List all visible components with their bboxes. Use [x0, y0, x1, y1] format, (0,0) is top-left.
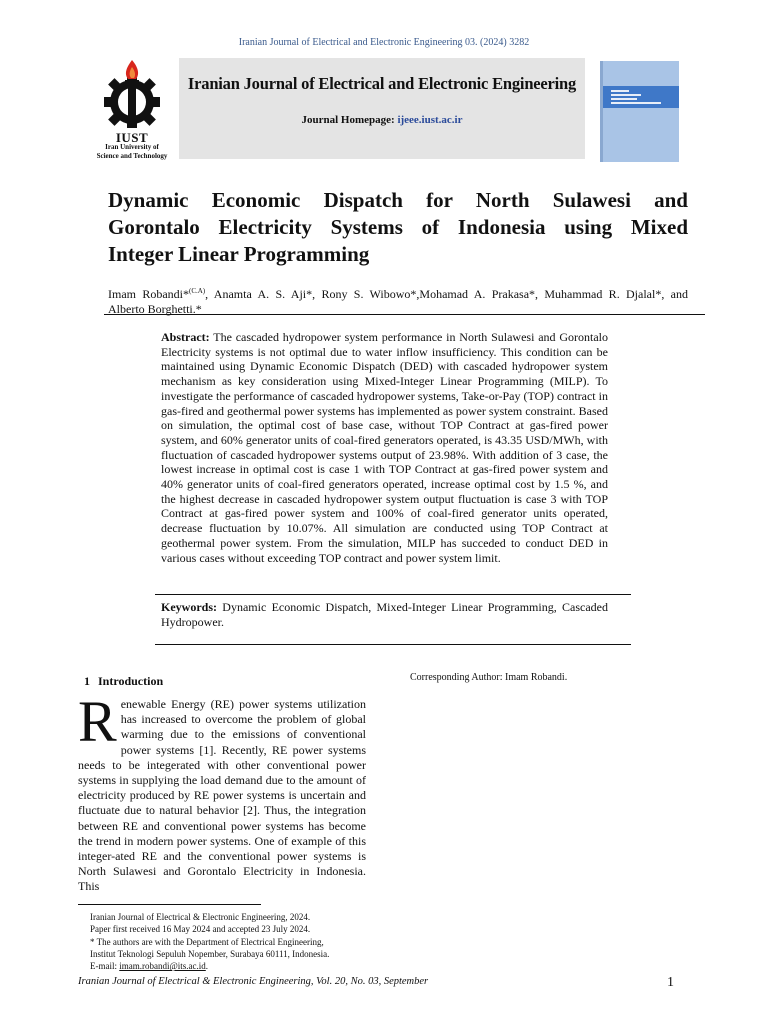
email-link[interactable]: imam.robandi@its.ac.id — [119, 961, 206, 972]
email-suffix: . — [205, 961, 209, 972]
journal-banner — [179, 58, 585, 159]
email-label: E-mail: — [90, 961, 120, 972]
homepage-label: Journal Homepage: — [301, 114, 398, 126]
footnote-email-line — [90, 960, 380, 972]
logo-subtitle-line1: Iran University of — [105, 143, 159, 151]
author-list — [108, 284, 688, 317]
logo-name: IUST — [115, 130, 149, 145]
logo-subtitle-line2: Science and Technology — [96, 152, 168, 160]
first-author: Imam Robandi* — [108, 287, 189, 301]
authors-line-2: Alberto Borghetti.* — [108, 302, 202, 316]
paper-title — [108, 187, 688, 268]
footnote-divider — [78, 904, 261, 905]
corresponding-mark: (C.A) — [188, 287, 206, 295]
logo-subtitle — [78, 143, 186, 161]
introduction-text: enewable Energy (RE) power systems utilization has increased to overcome the problem of global warming due to the emissions of conventional power systems [1]. Recently, RE power systems needs to be integerated with other conventional power systems in supplying the load demand due to the amount of electricity produced by RE power systems is uncertain and fluctuate due to natural behavior [2]. Thus, the integration between RE and conventional power systems has become the trend in modern power systems. One of example of this integer-ated RE and the conventional power systems is North Sulawesi and Gorontalo Electricity in Indonesia. This — [78, 697, 366, 894]
abstract-label: Abstract: — [161, 330, 210, 344]
abstract — [161, 330, 608, 565]
footnote-line-4: Institut Teknologi Sepuluh Nopember, Surabaya 60111, Indonesia. — [90, 948, 330, 959]
section-heading — [84, 674, 163, 689]
abstract-text: The cascaded hydropower system performance in North Sulawesi and Gorontalo Electricity systems is not optimal due to water inflow insufficiency. This condition can be maintained using Dynamic Economic Dispatch (DED) with cascaded hydropower system mechanism as key consideration using Mixed-Integer Linear Programming (MILP). To investigate the performance of cascaded hydropower systems, Take-or-Pay (TOP) contract in gas-fired and geothermal power systems has implemented as power system constraint. Based on simulation, the optimal cost of base case, without TOP Contract at gas-fired power system, and 60% generator units of coal-fired generators operated, is 43.35 USD/MWh, with fluctuation of cascaded hydropower systems output of 23.98%. With addition of 3 case, the lowest increase in optimal cost is case 1 with TOP Contract at gas-fired power system and 40% generator units of coal-fired generators operated, increase optimal cost by 1.5 %, and the highest decrease in cascaded hydropower system output fluctuation is case 3 with TOP Contract at gas-fired power system and 100% of coal-fired generator units operated, decrease fluctuation by 10.07%. All simulation are conducted using TOP Contract at geothermal power system. From the simulation, MILP has succeded to conduct DED in various cases without exceeding TOP contract and power system limit. — [161, 330, 608, 565]
journal-cover-thumbnail — [600, 61, 679, 162]
section-number: 1 — [84, 674, 90, 688]
section-title: Introduction — [98, 674, 164, 688]
header-divider — [104, 314, 705, 315]
keywords-divider-bottom — [155, 644, 631, 645]
keywords — [161, 600, 608, 630]
keywords-divider-top — [155, 594, 631, 595]
homepage-link[interactable]: ijeee.iust.ac.ir — [397, 114, 463, 126]
title-line-3: Integer Linear Programming — [108, 242, 370, 266]
page-number: 1 — [667, 975, 674, 990]
title-line-1: Dynamic Economic Dispatch for North Sulawesi and — [108, 188, 688, 212]
drop-cap: R — [78, 689, 117, 754]
footnote-line-1: Iranian Journal of Electrical & Electronic Engineering, 2024. — [90, 912, 311, 922]
introduction-paragraph — [78, 689, 366, 895]
journal-homepage — [179, 114, 585, 126]
keywords-label: Keywords: — [161, 600, 217, 614]
page-footer-citation: Iranian Journal of Electrical & Electronic Engineering, Vol. 20, No. 03, September — [78, 976, 429, 987]
corresponding-author-note: Corresponding Author: Imam Robandi. — [410, 672, 568, 683]
footnotes — [90, 911, 380, 972]
co-authors: , Anamta A. S. Aji*, Rony S. Wibowo*,Mohamad A. Prakasa*, Muhammad R. Djalal*, and — [205, 287, 688, 301]
footnote-line-3: * The authors are with the Department of Electrical Engineering, — [90, 936, 324, 947]
journal-title: Iranian Journal of Electrical and Electronic Engineering — [187, 74, 577, 93]
authors-line-1 — [108, 284, 688, 302]
footnote-line-2: Paper first received 16 May 2024 and accepted 23 July 2024. — [90, 924, 311, 935]
keywords-text: Dynamic Economic Dispatch, Mixed-Integer Linear Programming, Cascaded Hydropower. — [161, 600, 608, 629]
running-head: Iranian Journal of Electrical and Electronic Engineering 03. (2024) 3282 — [238, 37, 530, 48]
title-line-2: Gorontalo Electricity Systems of Indonesia using Mixed — [108, 215, 688, 239]
